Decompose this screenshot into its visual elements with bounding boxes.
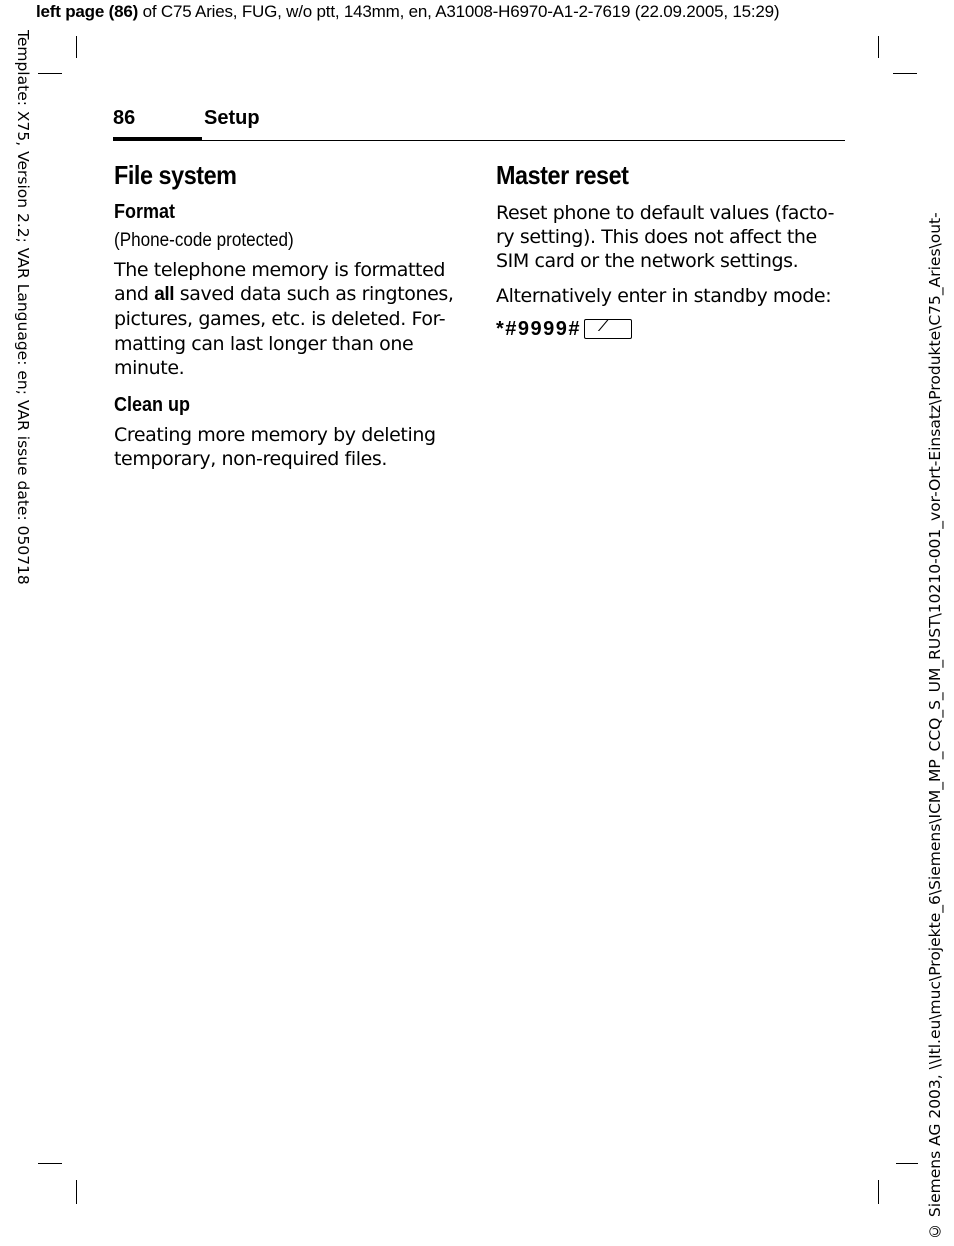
format-text-end: saved data such as ringtones, pictures, games, etc. is deleted. For-matting can last longer than one minute.	[114, 283, 454, 379]
crop-mark	[893, 73, 917, 74]
crop-mark	[878, 1180, 879, 1204]
reset-code-row	[496, 318, 846, 341]
format-text-emphasis: all	[154, 284, 175, 306]
crop-mark	[878, 36, 879, 58]
crop-mark	[76, 1180, 77, 1204]
clean-up-heading: Clean up	[114, 394, 191, 417]
call-key-icon: ⁄	[584, 319, 632, 339]
page-number: 86	[113, 107, 136, 129]
clean-up-text: Creating more memory by deleting temporary, non-required files.	[114, 424, 436, 471]
master-reset-text: Reset phone to default values (facto-ry setting). This does not affect the SIM card or the network settings.	[496, 202, 835, 273]
crop-mark	[896, 1163, 918, 1164]
format-text	[114, 258, 459, 380]
crop-mark	[38, 1163, 62, 1164]
print-meta-details: of C75 Aries, FUG, w/o ptt, 143mm, en, A31008-H6970-A1-2-7619 (22.09.2005, 15:29)	[138, 2, 780, 21]
file-system-column	[114, 160, 459, 481]
master-reset-column	[496, 160, 846, 341]
format-note: (Phone-code protected)	[114, 230, 294, 251]
format-heading: Format	[114, 201, 176, 223]
print-meta-line	[36, 2, 936, 22]
format-text-start: The telephone memory is formatted and	[114, 259, 446, 306]
header-rule-thick	[113, 137, 202, 141]
copyright-path: © Siemens AG 2003, \\Itl.eu\muc\Projekte_6\Siemens\ICM_MP_CCQ_S_UM_RUST\10210-001_vor-Ort-Einsatz\Produkte\C75_Aries\out-	[926, 212, 944, 1240]
master-reset-alt-text: Alternatively enter in standby mode:	[496, 284, 832, 307]
file-system-title: File system	[114, 160, 237, 190]
print-meta-page: left page (86)	[36, 2, 139, 21]
template-info: Template: X75, Version 2.2; VAR Language: en; VAR issue date: 050718	[14, 30, 32, 585]
crop-mark	[76, 36, 77, 58]
master-reset-title: Master reset	[496, 160, 629, 190]
reset-code: *#9999#	[496, 317, 582, 340]
section-title: Setup	[204, 107, 260, 129]
crop-mark	[38, 73, 62, 74]
header-rule	[202, 140, 845, 141]
